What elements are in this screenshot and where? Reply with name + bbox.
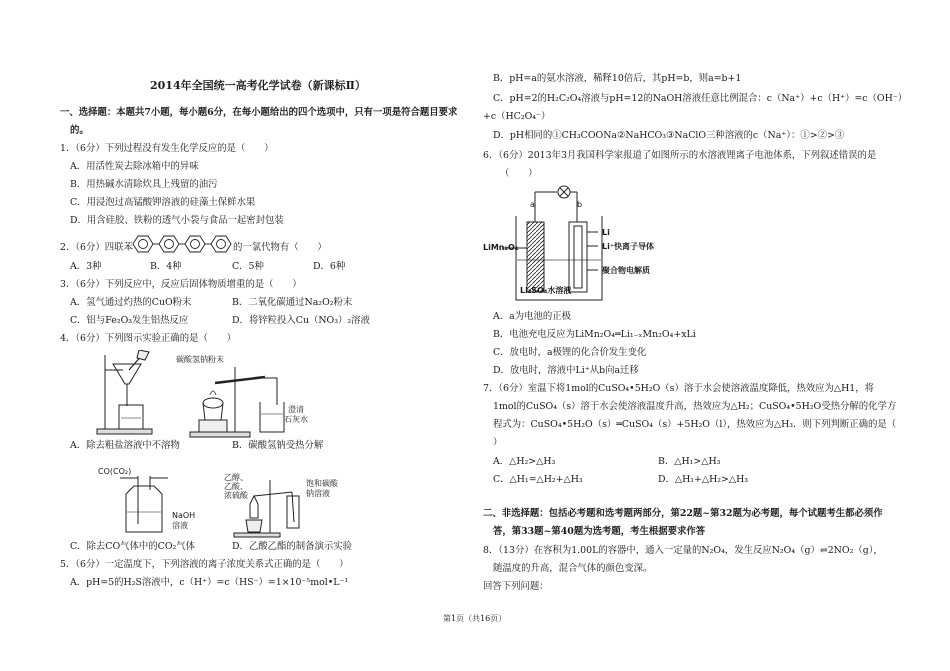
figb-label-powder: 碳酸氢钠粉末 [176,355,224,364]
q4-option-d: D．乙酸乙酯的制备演示实验 [232,541,353,552]
battery-label-li: Li [602,228,610,237]
quaterphenyl-structure [130,233,232,255]
q1-option-d: D．用含硅胶、铁粉的透气小袋与食品一起密封包装 [70,215,284,226]
figb-label-limewater-2: 石灰水 [284,415,308,424]
battery-label-solution: Li₂SO₄水溶液 [520,286,572,295]
q5-option-c-cont: +c（HC₂O₄⁻） [483,111,551,122]
q7-line2: 1mol的CuSO₄（s）溶于水会使溶液温度升高，热效应为△H₂；CuSO₄•5H₂O受热分解的化学方 [493,401,897,412]
figc-label-solution: 溶液 [172,521,188,530]
figd-label-1: 乙醇、 [224,473,248,482]
q3-option-c: C．铝与Fe₂O₃发生铝热反应 [70,315,189,326]
battery-label-polymer: 聚合物电解质 [602,266,650,275]
q1-option-c: C．用浸泡过高锰酸钾溶液的硅藻土保鲜水果 [70,197,256,208]
q8-line3: 回答下列问题： [483,581,549,592]
q8-line2: 随温度的升高，混合气体的颜色变深。 [493,563,653,574]
q7-option-a: A．△H₂>△H₃ [493,456,556,467]
q5-option-a: A．pH=5的H₂S溶液中，c（H⁺）=c（HS⁻）=1×10⁻⁵mol•L⁻¹ [70,577,349,588]
q4-stem: 4．（6分）下列图示实验正确的是（ ） [60,333,236,344]
q6-stem-cont: （ ） [500,168,538,179]
q6-option-a: A．a为电池的正极 [493,311,571,322]
filtration-apparatus-figure [95,350,155,435]
section1-heading-cont: 的。 [70,125,89,136]
page-footer: 第1页（共16页） [443,614,507,623]
q1-option-a: A．用活性炭去除冰箱中的异味 [70,161,199,172]
q1-option-b: B．用热碱水清除炊具上残留的油污 [70,179,218,190]
gas-washing-bottle-figure [118,476,170,534]
q2-option-b: B．4种 [150,261,182,272]
section2-heading-cont: 答，第33题~第40题为选考题，考生根据要求作答 [493,526,706,537]
q3-option-b: B．二氧化碳通过Na₂O₂粉末 [232,297,353,308]
limewater-beaker [258,400,286,434]
q6-option-c: C．放电时，a极锂的化合价发生变化 [493,347,647,358]
q7-line1: 7．（6分）室温下将1mol的CuSO₄•5H₂O（s）溶于水会使溶液温度降低，热效应为△H1，将 [483,383,874,394]
q7-line3: 程式为：CuSO₄•5H₂O（s）═CuSO₄（s）+5H₂O（l），热效应为△H₃．则下列判断正确的是（ [493,419,897,430]
figc-label-gas: CO(CO₂) [98,467,132,476]
q4-option-c: C．除去CO气体中的CO₂气体 [70,541,196,552]
battery-label-b: b [577,200,583,209]
q5-option-c: C．pH=2的H₂C₂O₄溶液与pH=12的NaOH溶液任意比例混合：c（Na⁺）+c（H⁺）=c（OH⁻） [493,93,908,104]
q8-line1: 8．（13分）在容积为1.00L的容器中，通入一定量的N₂O₄，发生反应N₂O₄（g）⇌2NO₂（g）， [483,545,883,556]
q7-option-c: C．△H₁=△H₂+△H₃ [493,474,583,485]
q7-option-b: B．△H₁>△H₃ [658,456,721,467]
q3-stem: 3．（6分）下列反应中，反应后固体物质增重的是（ ） [60,279,302,290]
q6-option-d: D．放电时，溶液中Li⁺从b向a迁移 [493,365,639,376]
figc-label-naoh: NaOH [172,511,196,520]
q6-stem: 6．（6分）2013年3月我国科学家报道了如图所示的水溶液锂离子电池体系，下列叙述错误的是 [483,150,877,161]
ester-preparation-figure [232,476,304,538]
figd-label-4: 饱和碳酸 [306,479,338,488]
section1-heading: 一、选择题：本题共7小题，每小题6分，在每小题给出的四个选项中，只有一项是符合题目要求 [60,107,458,118]
figd-label-3: 浓硫酸 [224,491,248,500]
q4-option-a: A．除去粗盐溶液中不溶物 [70,440,180,451]
q2-option-c: C．5种 [232,261,264,272]
figd-label-5: 钠溶液 [306,489,330,498]
q7-line4: ） [493,437,503,448]
figd-label-2: 乙酸、 [224,482,248,491]
q7-option-d: D．△H₁+△H₂>△H₃ [658,474,749,485]
q2-option-d: D．6种 [313,261,346,272]
q6-option-b: B．电池充电反应为LiMn₂O₄═Li₁₋ₓMn₂O₄+xLi [493,329,696,340]
q4-option-b: B．碳酸氢钠受热分解 [232,440,324,451]
figb-label-limewater-1: 澄清 [288,405,304,414]
q3-option-a: A．氢气通过灼热的CuO粉末 [70,297,192,308]
page-title: 2014年全国统一高考化学试卷（新课标Ⅱ） [150,79,366,92]
q3-option-d: D．将锌粒投入Cu（NO₃）₂溶液 [232,315,370,326]
q5-option-d: D．pH相同的①CH₃COONa②NaHCO₃③NaClO三种溶液的c（Na⁺）：①>②>③ [493,130,845,141]
q1-stem: 1．（6分）下列过程没有发生化学反应的是（ ） [60,143,274,154]
battery-label-conductor: Li⁺快离子导体 [602,242,655,251]
battery-label-a: a [530,200,535,209]
section2-heading: 二、非选择题：包括必考题和选考题两部分，第22题~第32题为必考题，每个试题考生都必须作 [483,508,883,519]
q5-stem: 5．（6分）一定温度下，下列溶液的离子浓度关系式正确的是（ ） [60,559,349,570]
q2-stem-post: 的一氯代物有（ ） [233,242,327,253]
q2-stem-pre: 2．（6分）四联苯 [60,242,133,253]
q5-option-b: B．pH=a的氨水溶液，稀释10倍后，其pH=b，则a=b+1 [493,73,742,84]
battery-label-cathode: LiMn₂O₄ [483,243,519,252]
q2-option-a: A．3种 [70,261,102,272]
